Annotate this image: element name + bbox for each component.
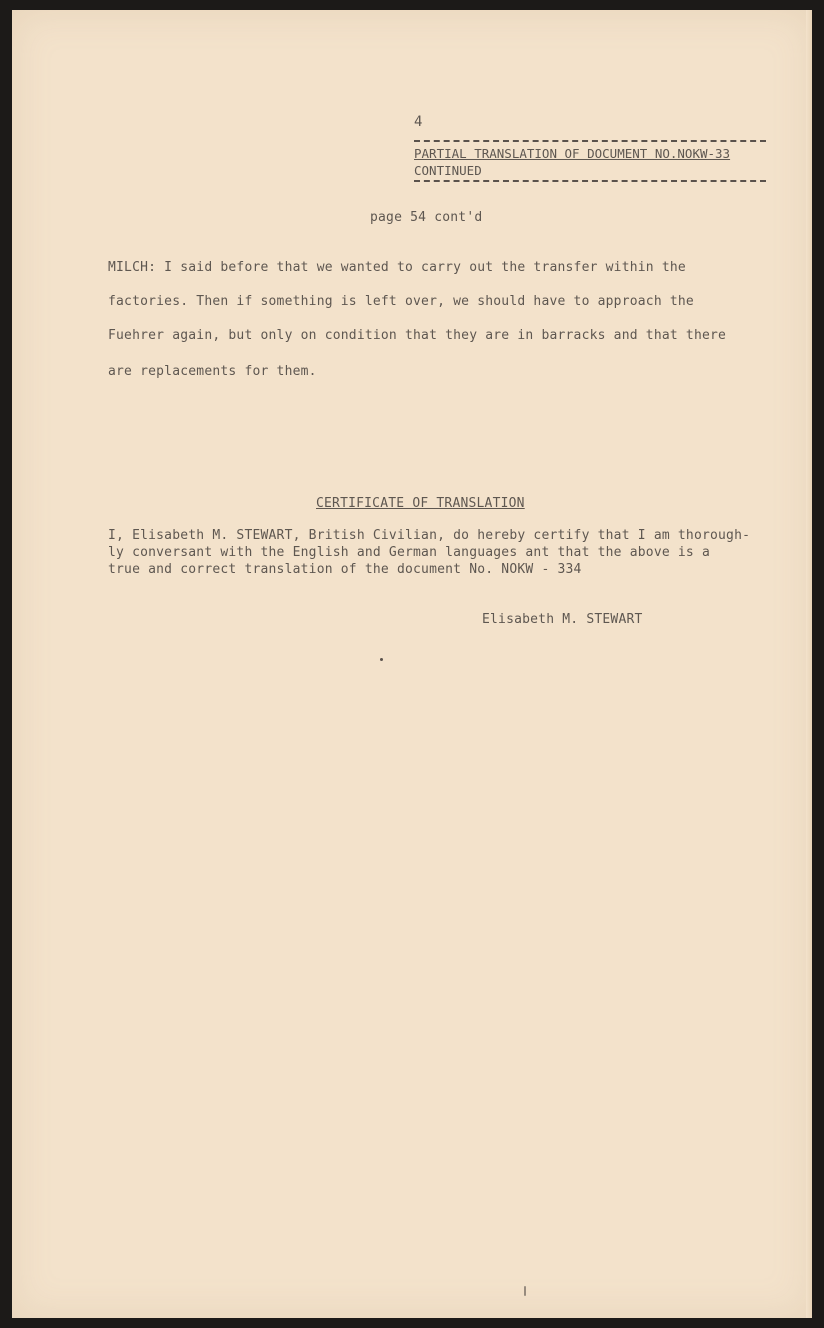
ink-mark [524, 1286, 526, 1296]
ink-speck [380, 658, 383, 661]
page-edge [806, 10, 812, 1318]
body-line: factories. Then if something is left over, we should have to approach the [108, 294, 694, 309]
certificate-heading: CERTIFICATE OF TRANSLATION [316, 496, 525, 511]
certificate-line: I, Elisabeth M. STEWART, British Civilian, do hereby certify that I am thorough- [108, 528, 751, 543]
body-line: Fuehrer again, but only on condition that they are in barracks and that there [108, 328, 727, 343]
certificate-line: true and correct translation of the document No. NOKW - 334 [108, 562, 582, 577]
page-reference: page 54 cont'd [370, 210, 483, 225]
page-number: 4 [414, 114, 423, 130]
document-header [414, 140, 766, 178]
document-page [12, 10, 812, 1318]
header-continued: CONTINUED [414, 163, 482, 178]
body-line: are replacements for them. [108, 364, 317, 379]
certificate-line: ly conversant with the English and German languages ant that the above is a [108, 545, 710, 560]
body-line: MILCH: I said before that we wanted to carry out the transfer within the [108, 260, 686, 275]
header-rule [414, 180, 766, 182]
header-title: PARTIAL TRANSLATION OF DOCUMENT NO.NOKW-33 [414, 146, 731, 161]
translator-signature: Elisabeth M. STEWART [482, 612, 643, 627]
